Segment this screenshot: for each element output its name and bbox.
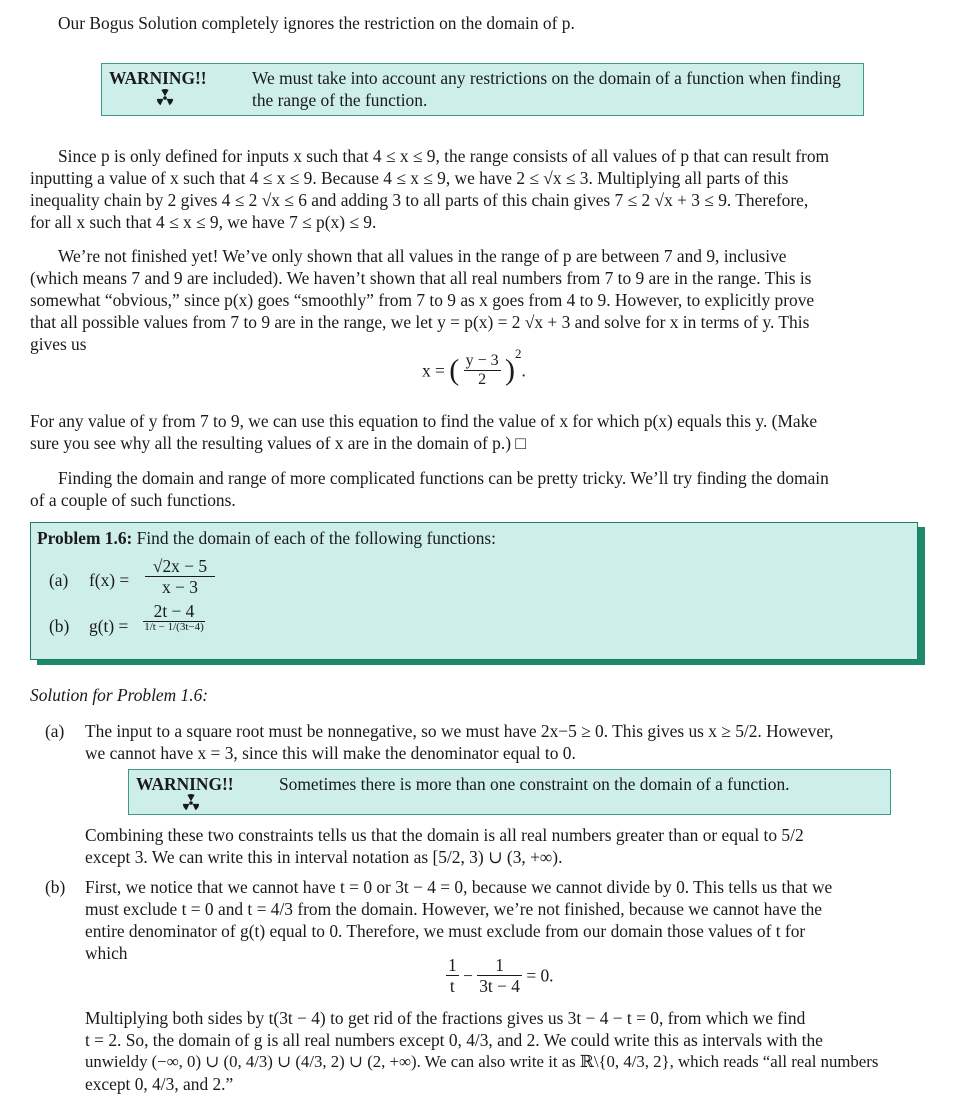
solution-b-line-2: must exclude t = 0 and t = 4/3 from the domain. However, we’re not finished, because we cannot have the — [85, 899, 823, 919]
problem-a-label: (a) — [49, 570, 69, 590]
solution-a-line-2: we cannot have x = 3, since this will make the denominator equal to 0. — [85, 743, 576, 763]
solution-heading: Solution for Problem 1.6: — [30, 685, 209, 705]
radiation-hazard-icon — [156, 89, 174, 107]
equation-x-in-terms-of-y: x = ( $\frac{y - 3}{2}$ )$^2$. — [422, 345, 526, 388]
equation-numerator: y − 3 — [465, 352, 499, 369]
problem-box — [30, 522, 918, 660]
eq2-rhs: = 0. — [526, 965, 554, 986]
range-line-4: for all x such that 4 ≤ x ≤ 9, we have 7 ≤ p(x) ≤ 9. — [30, 212, 377, 232]
equation-exponent: 2 — [514, 345, 522, 361]
range-line-3: inequality chain by 2 gives 4 ≤ 2 √x ≤ 6 and adding 3 to all parts of this chain gives 7 ≤ 2 √x + 3 ≤ 9. Therefore, — [30, 190, 809, 210]
range-line-2: inputting a value of x such that 4 ≤ x ≤ 9. Because 4 ≤ x ≤ 9, we have 2 ≤ √x ≤ 3. Multiplying all parts of this — [30, 168, 789, 188]
solution-b-line-5: Multiplying both sides by t(3t − 4) to get rid of the fractions gives us 3t − 4 − t = 0, from which we find — [85, 1008, 806, 1028]
problem-a-denominator: x − 3 — [162, 577, 198, 597]
eq2-fraction-2-denominator: 3t − 4 — [479, 976, 520, 996]
solution-b-line-8: except 0, 4/3, and 2.” — [85, 1074, 234, 1094]
anyvalue-line-1: For any value of y from 7 to 9, we can use this equation to find the value of x for which p(x) equals this y. (Make — [30, 411, 818, 431]
problem-b-numerator: 2t − 4 — [143, 601, 205, 622]
warning-box-2 — [128, 769, 891, 815]
warning-2-label: WARNING!! — [136, 774, 234, 794]
finding-line-1: Finding the domain and range of more complicated functions can be pretty tricky. We’ll try finding the domain — [58, 468, 829, 488]
problem-a-lhs: f(x) = — [89, 570, 130, 590]
solution-a-line-4: except 3. We can write this in interval notation as [5/2, 3) ∪ (3, +∞). — [85, 847, 563, 867]
warning-2-text: Sometimes there is more than one constraint on the domain of a function. — [279, 774, 790, 794]
eq2-fraction-2-numerator: 1 — [477, 955, 522, 976]
range-line-1: Since p is only defined for inputs x such that 4 ≤ x ≤ 9, the range consists of all values of p that can result from — [58, 146, 830, 166]
notfinished-line-5: gives us — [30, 334, 87, 354]
solution-a-line-1: The input to a square root must be nonnegative, so we must have 2x−5 ≥ 0. This gives us x ≥ 5/2. However, — [85, 721, 834, 741]
radiation-hazard-icon — [182, 794, 200, 812]
problem-b-denominator-term-2: 1/(3t−4) — [167, 621, 204, 633]
solution-b-line-4: which — [85, 943, 128, 963]
solution-b-line-6: t = 2. So, the domain of g is all real numbers except 0, 4/3, and 2. We could write this as intervals with the — [85, 1030, 823, 1050]
notfinished-line-2: (which means 7 and 9 are included). We haven’t shown that all real numbers from 7 to 9 are in the range. This is — [30, 268, 812, 288]
problem-a-fraction — [145, 556, 215, 597]
problem-a-numerator: √2x − 5 — [145, 556, 215, 577]
solution-b-label: (b) — [45, 877, 66, 897]
eq2-fraction-1-numerator: 1 — [448, 955, 457, 975]
problem-prompt: Find the domain of each of the following functions: — [136, 528, 497, 548]
warning-label: WARNING!! — [109, 68, 207, 88]
warning-text: We must take into account any restrictions on the domain of a function when finding the range of the function. — [252, 68, 841, 110]
solution-a-line-3: Combining these two constraints tells us that the domain is all real numbers greater than or equal to 5/2 — [85, 825, 804, 845]
anyvalue-line-2: sure you see why all the resulting values of x are in the domain of p.) □ — [30, 433, 526, 453]
problem-title: Problem 1.6: — [37, 528, 133, 548]
solution-b-line-1: First, we notice that we cannot have t = 0 or 3t − 4 = 0, because we cannot divide by 0. This tells us that we — [85, 877, 833, 897]
notfinished-line-4: that all possible values from 7 to 9 are in the range, we let y = p(x) = 2 √x + 3 and solve for x in terms of y. This — [30, 312, 810, 332]
problem-b-fraction — [143, 601, 205, 633]
warning-box — [101, 63, 864, 116]
solution-b-line-7: unwieldy (−∞, 0) ∪ (0, 4/3) ∪ (4/3, 2) ∪ (2, +∞). We can also write it as ℝ\{0, 4/3, 2}, which reads “all real numbers — [85, 1052, 879, 1071]
solution-b-line-3: entire denominator of g(t) equal to 0. Therefore, we must exclude from our domain those values of t for — [85, 921, 806, 941]
equation-lhs: x = — [422, 360, 445, 381]
solution-a-label: (a) — [45, 721, 65, 741]
problem-b-label: (b) — [49, 616, 70, 636]
problem-b-lhs: g(t) = — [89, 616, 129, 636]
intro-text: Our Bogus Solution completely ignores the restriction on the domain of p. — [58, 13, 575, 33]
finding-line-2: of a couple of such functions. — [30, 490, 236, 510]
problem-heading — [37, 527, 496, 549]
notfinished-line-3: somewhat “obvious,” since p(x) goes “smoothly” from 7 to 9 as x goes from 4 to 9. However, to explicitly prove — [30, 290, 815, 310]
notfinished-line-1: We’re not finished yet! We’ve only shown that all values in the range of p are between 7 and 9, inclusive — [58, 246, 787, 266]
problem-b-denominator: 1/t − 1/(3t−4) — [144, 621, 204, 633]
eq2-fraction-1-denominator: t — [449, 976, 455, 996]
problem-b-denominator-term-1: 1/t — [144, 621, 156, 633]
equation-denominator-zero: $\frac{1}{t}$ − $\frac{1}{3t - 4}$ = 0. — [448, 955, 554, 996]
equation-denominator: 2 — [478, 371, 487, 388]
